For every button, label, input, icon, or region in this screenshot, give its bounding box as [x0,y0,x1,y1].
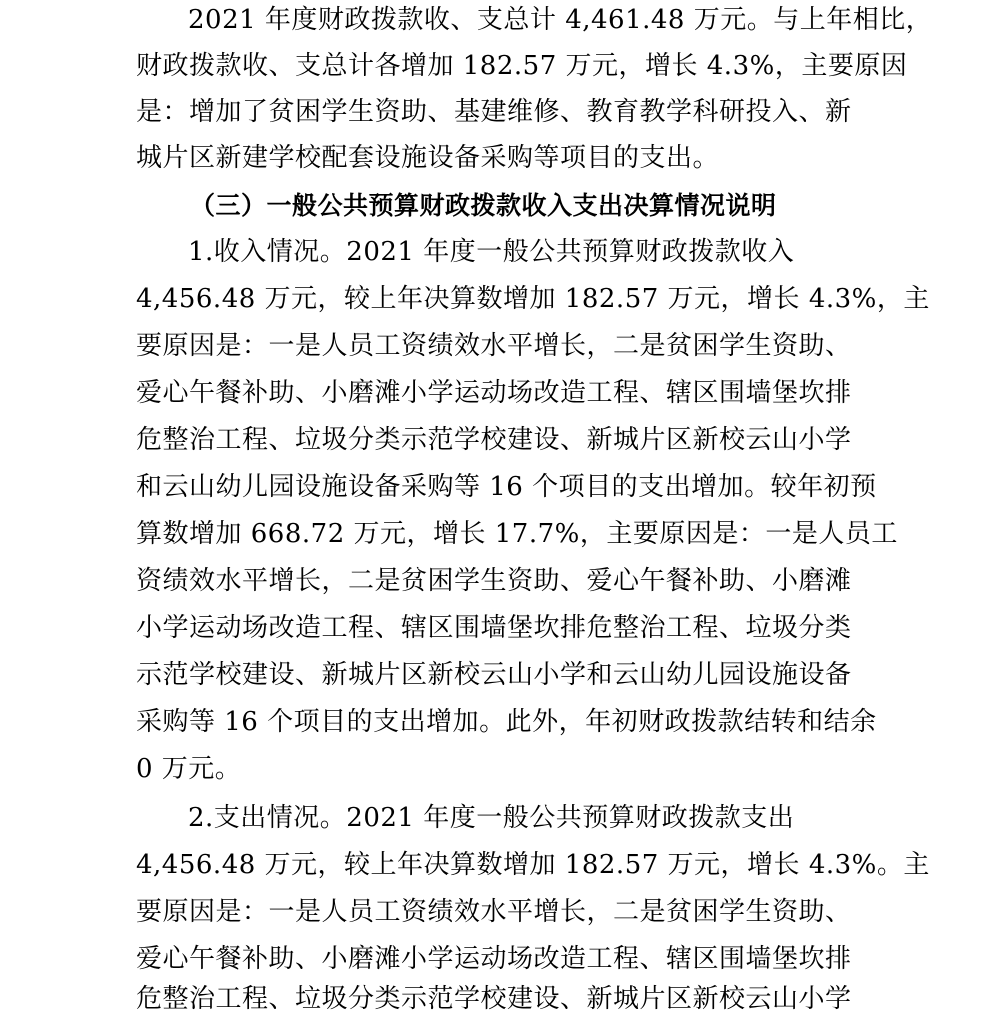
paragraph-line: 爱心午餐补助、小磨滩小学运动场改造工程、辖区围墙堡坎排 [136,378,852,408]
paragraph-line: 采购等 16 个项目的支出增加。此外，年初财政拨款结转和结余 [136,707,877,737]
paragraph-line: 4,456.48 万元，较上年决算数增加 182.57 万元，增长 4.3%。主 [136,850,930,880]
paragraph-line: 0 万元。 [136,754,242,784]
paragraph-line: 危整治工程、垃圾分类示范学校建设、新城片区新校云山小学 [136,984,852,1014]
section-heading: （三）一般公共预算财政拨款收入支出决算情况说明 [190,191,777,220]
paragraph-line: 是：增加了贫困学生资助、基建维修、教育教学科研投入、新 [136,97,852,127]
paragraph-line: 资绩效水平增长，二是贫困学生资助、爱心午餐补助、小磨滩 [136,566,852,596]
paragraph-line: 爱心午餐补助、小磨滩小学运动场改造工程、辖区围墙堡坎排 [136,944,852,974]
paragraph-line: 示范学校建设、新城片区新校云山小学和云山幼儿园设施设备 [136,660,852,690]
paragraph-line: 算数增加 668.72 万元，增长 17.7%，主要原因是：一是人员工 [136,519,898,549]
paragraph-line: 4,456.48 万元，较上年决算数增加 182.57 万元，增长 4.3%，主 [136,284,930,314]
paragraph-line: 2021 年度财政拨款收、支总计 4,461.48 万元。与上年相比， [188,5,933,35]
paragraph-line: 要原因是：一是人员工资绩效水平增长，二是贫困学生资助、 [136,331,852,361]
paragraph-line: 1.收入情况。2021 年度一般公共预算财政拨款收入 [188,237,795,267]
paragraph-line: 城片区新建学校配套设施设备采购等项目的支出。 [136,143,720,173]
paragraph-line: 财政拨款收、支总计各增加 182.57 万元，增长 4.3%，主要原因 [136,51,908,81]
paragraph-line: 要原因是：一是人员工资绩效水平增长，二是贫困学生资助、 [136,897,852,927]
paragraph-line: 2.支出情况。2021 年度一般公共预算财政拨款支出 [188,803,795,833]
paragraph-line: 危整治工程、垃圾分类示范学校建设、新城片区新校云山小学 [136,425,852,455]
paragraph-line: 和云山幼儿园设施设备采购等 16 个项目的支出增加。较年初预 [136,472,877,502]
paragraph-line: 小学运动场改造工程、辖区围墙堡坎排危整治工程、垃圾分类 [136,613,852,643]
